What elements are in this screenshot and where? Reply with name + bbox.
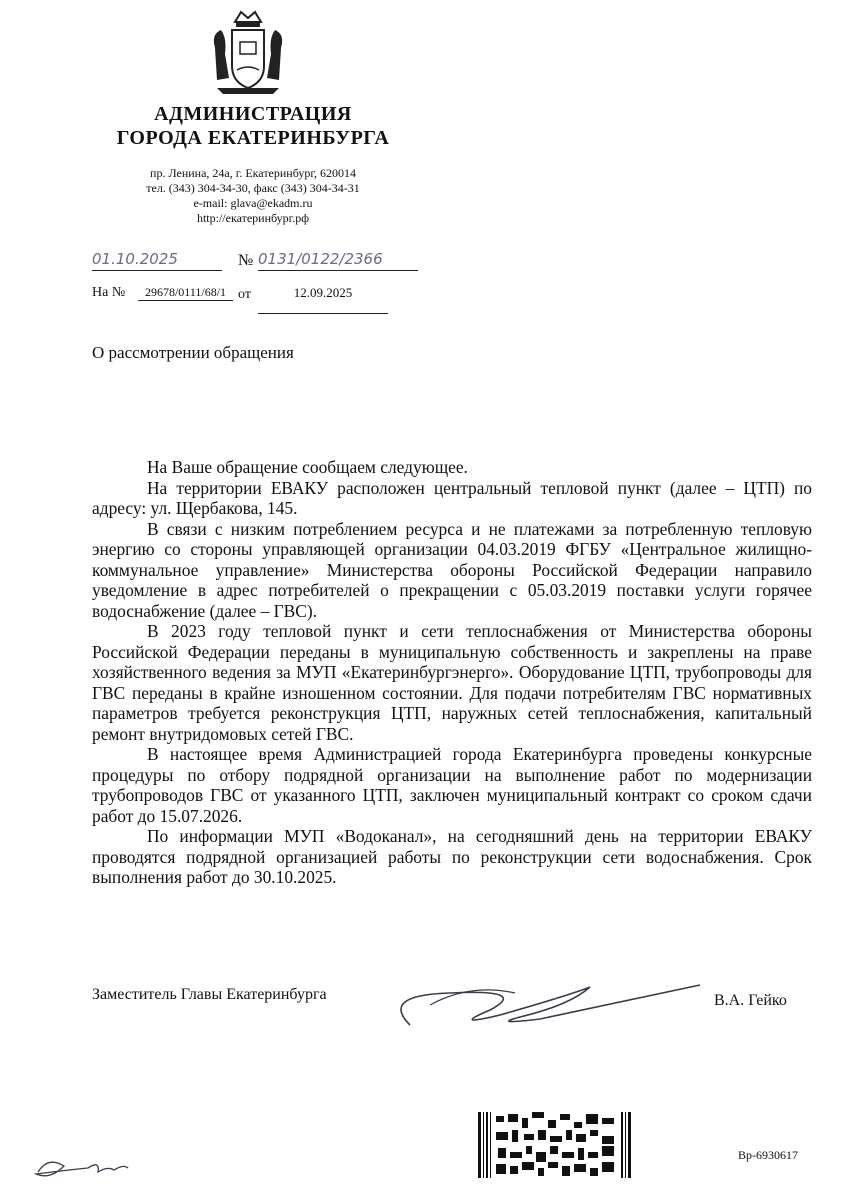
reference-label: На № xyxy=(92,285,126,300)
body-paragraph: На территории ЕВАКУ расположен центральный тепловой пункт (далее – ЦТП) по адресу: ул. Щербакова, 145. xyxy=(92,477,812,518)
signatory-name: В.А. Гейко xyxy=(714,992,787,1009)
reference-date: 12.09.2025 xyxy=(258,285,388,314)
email: e-mail: glava@ekadm.ru xyxy=(193,196,313,210)
contact-block xyxy=(108,166,398,226)
handwritten-signature xyxy=(340,965,710,1045)
document-registration-number: Вр-6930617 xyxy=(738,1148,798,1162)
signatory-position: Заместитель Главы Екатеринбурга xyxy=(92,986,327,1003)
outgoing-date: 01.10.2025 xyxy=(92,250,222,271)
body-paragraph: В 2023 году тепловой пункт и сети теплоснабжения от Министерства обороны Российской Федерации переданы в муниципальную собственность и закреплены на праве хозяйственного ведения за МУП «Екатеринбургэнерго». Оборудование ЦТП, трубопроводы для ГВС переданы в крайне изношенном состоянии. Для подачи потребителям ГВС нормативных параметров требуется реконструкция ЦТП, наружных сетей теплоснабжения, капитальный ремонт внутридомовых сетей ГВС. xyxy=(92,621,812,744)
body-paragraph: На Ваше обращение сообщаем следующее. xyxy=(147,457,468,477)
reference-from-label: от xyxy=(238,287,251,302)
body-paragraph: В связи с низким потреблением ресурса и не платежами за потребленную тепловую энергию со стороны управляющей организации 04.03.2019 ФГБУ «Центральное жилищно-коммунальное управление» Министерства обороны Российской Федерации направило уведомление в адрес потребителей о прекращении с 05.03.2019 поставки услуги горячее водоснабжение (далее – ГВС). xyxy=(92,518,812,621)
letter-body xyxy=(92,457,812,888)
letter-subject: О рассмотрении обращения xyxy=(92,343,294,362)
barcode-icon xyxy=(478,1112,634,1178)
outgoing-number-label: № xyxy=(238,252,254,269)
city-coat-of-arms-icon xyxy=(207,8,289,102)
phone: тел. (343) 304-34-30, факс (343) 304-34-31 xyxy=(146,181,360,195)
reference-number: 29678/0111/68/1 xyxy=(138,285,233,301)
organization-name-line1: АДМИНИСТРАЦИЯ xyxy=(154,103,352,125)
website: http://екатеринбург.рф xyxy=(196,211,310,225)
address: пр. Ленина, 24а, г. Екатеринбург, 620014 xyxy=(150,166,356,180)
body-paragraph: В настоящее время Администрацией города Екатеринбурга проведены конкурсные процедуры по отбору подрядной организации на выполнение работ по модернизации трубопроводов ГВС от указанного ЦТП, заключен муниципальный контракт со сроком сдачи работ до 15.07.2026. xyxy=(92,744,812,826)
handwritten-initials xyxy=(28,1146,138,1186)
organization-name-line2: ГОРОДА ЕКАТЕРИНБУРГА xyxy=(116,127,390,149)
body-paragraph: По информации МУП «Водоканал», на сегодняшний день на территории ЕВАКУ проводятся подрядной организацией работы по реконструкции сети водоснабжения. Срок выполнения работ до 30.10.2025. xyxy=(92,826,812,887)
outgoing-number: 0131/0122/2366 xyxy=(258,250,418,271)
